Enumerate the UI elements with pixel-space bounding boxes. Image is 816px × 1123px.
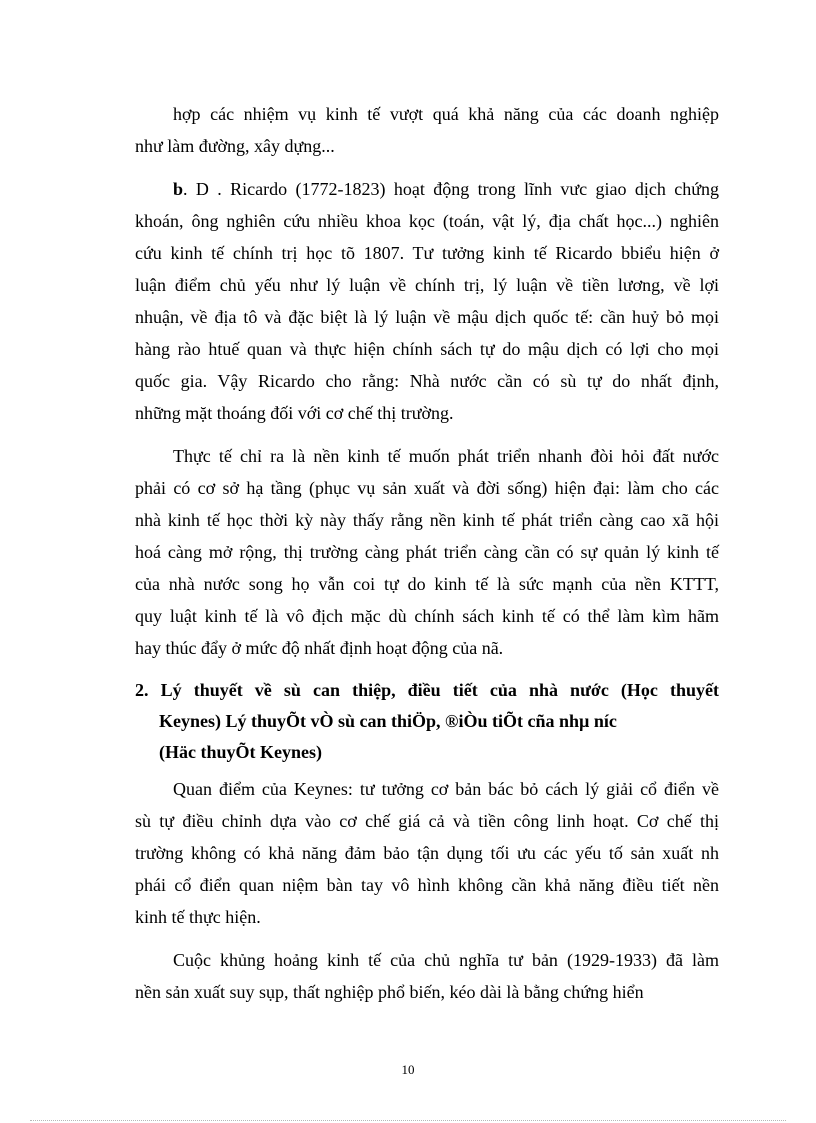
paragraph-line: những mặt thoáng đối với cơ chế thị trường.	[135, 403, 454, 423]
document-body	[135, 98, 719, 1019]
paragraph-line: cứu kinh tế chính trị học tõ 1807. Tư tưởng kinh tế Ricardo bbiểu hiện ở	[135, 243, 719, 263]
paragraph-line: phái cổ điển quan niệm bàn tay vô hình không cần khả năng điều tiết nền	[135, 875, 719, 895]
heading-line: 2. Lý thuyết về sù can thiệp, điều tiết của nhà nước (Học thuyết	[135, 680, 719, 700]
paragraph-continuation	[135, 98, 719, 162]
section-heading	[135, 675, 719, 768]
paragraph-line: nhà kinh tế học thời kỳ này thấy rằng nền kinh tế phát triển càng cao xã hội	[135, 510, 719, 530]
paragraph-line: trường không có khả năng đảm bảo tận dụng tối ưu các yếu tố sản xuất nh	[135, 843, 719, 863]
paragraph-line: hoá càng mở rộng, thị trường càng phát triển càng cần có sự quản lý kinh tế	[135, 542, 719, 562]
heading-line: Keynes) Lý thuyÕt vÒ sù can thiÖp, ®iÒu tiÕt cña nhµ níc	[159, 711, 617, 731]
paragraph-keynes	[135, 773, 719, 933]
paragraph-line: luận điểm chủ yếu như lý luận về chính trị, lý luận về tiền lương, về lợi	[135, 275, 719, 295]
paragraph-line: khoán, ông nghiên cứu nhiều khoa kọc (toán, vật lý, địa chất học...) nghiên	[135, 211, 719, 231]
page-bottom-divider	[30, 1120, 786, 1121]
paragraph-line: quy luật kinh tế là vô địch mặc dù chính sách kinh tế có thể làm kìm hãm	[135, 606, 719, 626]
paragraph-line: hàng rào htuế quan và thực hiện chính sách tự do mậu dịch có lợi cho mọi	[135, 339, 719, 359]
paragraph-line: Cuộc khủng hoảng kinh tế của chủ nghĩa tư bản (1929-1933) đã làm	[173, 950, 719, 970]
paragraph-line: phải có cơ sở hạ tầng (phục vụ sản xuất và đời sống) hiện đại: làm cho các	[135, 478, 719, 498]
paragraph-line: Quan điểm của Keynes: tư tưởng cơ bản bác bỏ cách lý giải cổ điển về	[173, 779, 719, 799]
paragraph-line: nền sản xuất suy sụp, thất nghiệp phổ biến, kéo dài là bằng chứng hiển	[135, 982, 644, 1002]
paragraph-line: Thực tế chỉ ra là nền kinh tế muốn phát triển nhanh đòi hỏi đất nước	[173, 446, 719, 466]
paragraph-economy	[135, 440, 719, 664]
paragraph-line: nhuận, về địa tô và đặc biệt là lý luận về mậu dịch quốc tế: cần huỷ bỏ mọi	[135, 307, 719, 327]
section-marker-b: b	[173, 179, 184, 199]
page-number: 10	[401, 1062, 415, 1077]
paragraph-ricardo	[135, 173, 719, 429]
paragraph-line: sù tự điều chỉnh dựa vào cơ chế giá cả và tiền công linh hoạt. Cơ chế thị	[135, 811, 719, 831]
paragraph-line-first	[135, 173, 719, 205]
paragraph-line: quốc gia. Vậy Ricardo cho rằng: Nhà nước cần có sù tự do nhất định,	[135, 371, 719, 391]
heading-line: (Häc thuyÕt Keynes)	[159, 742, 322, 762]
paragraph-line: hợp các nhiệm vụ kinh tế vượt quá khả năng của các doanh nghiệp	[173, 104, 719, 124]
paragraph-line: kinh tế thực hiện.	[135, 907, 261, 927]
paragraph-line-text: . D . Ricardo (1772-1823) hoạt động trong lĩnh vưc giao dịch chứng	[183, 179, 719, 199]
paragraph-crisis	[135, 944, 719, 1008]
paragraph-line: như làm đường, xây dựng...	[135, 136, 335, 156]
paragraph-line: của nhà nước song họ vẫn coi tự do kinh tế là sức mạnh của nền KTTT,	[135, 574, 719, 594]
paragraph-line: hay thúc đẩy ở mức độ nhất định hoạt động của nã.	[135, 638, 504, 658]
